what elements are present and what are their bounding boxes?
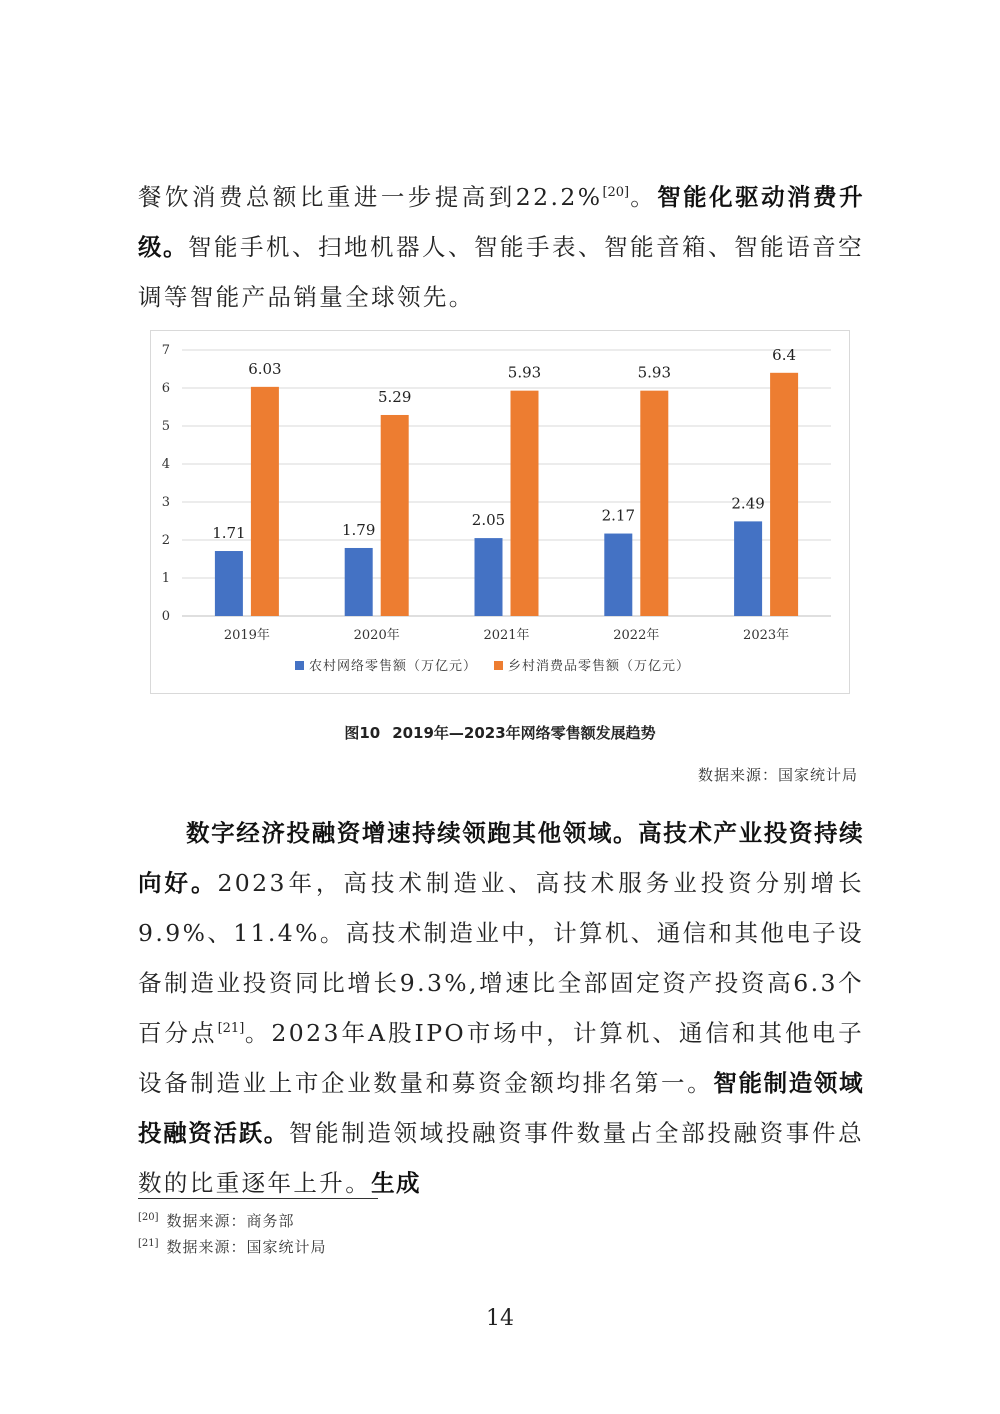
bar-rural-online-retail — [604, 534, 632, 616]
y-tick-label: 6 — [161, 381, 170, 396]
bar-rural-online-retail — [215, 551, 243, 616]
p2-text-3: 智能制造领域投融资事件数量占全部投融资事件总数的比重逐年上升。 — [138, 1119, 864, 1197]
p1-text-2: 。 — [629, 183, 658, 211]
data-label: 1.71 — [212, 524, 246, 543]
y-tick-label: 7 — [161, 343, 170, 358]
x-tick-label: 2020年 — [353, 628, 400, 643]
p2-bold-heading-2: 智能制造领域投融资活跃。 — [138, 1069, 864, 1147]
data-label: 5.93 — [637, 363, 672, 382]
bar-rural-online-retail — [734, 521, 762, 616]
data-label: 5.29 — [377, 387, 412, 406]
bar-rural-consumer-retail — [251, 387, 279, 616]
footnote-divider — [138, 1198, 378, 1199]
bar-rural-consumer-retail — [640, 391, 668, 616]
legend-label: 农村网络零售额（万亿元） — [309, 659, 478, 674]
data-label: 2.05 — [471, 511, 506, 530]
legend-label: 乡村消费品零售额（万亿元） — [508, 659, 691, 674]
data-label: 5.93 — [507, 363, 542, 382]
footnote-21 — [138, 1236, 327, 1257]
y-tick-label: 5 — [161, 419, 170, 434]
p2-text-1: 2023年，高技术制造业、高技术服务业投资分别增长9.9%、11.4%。高技术制造业中，计算机、通信和其他电子设备制造业投资同比增长9.3%,增速比全部固定资产投资高6.3个百分点 — [138, 869, 864, 1047]
p1-text-3: 智能手机、扫地机器人、智能手表、智能音箱、智能语音空调等智能产品销量全球领先。 — [138, 233, 864, 311]
bar-rural-consumer-retail — [770, 373, 798, 616]
legend-swatch — [295, 661, 304, 670]
p2-text-2: 。2023年A股IPO市场中，计算机、通信和其他电子设备制造业上市企业数量和募资金额均排名第一。 — [138, 1019, 864, 1097]
footnote-20-text: 数据来源：商务部 — [166, 1212, 295, 1230]
y-tick-label: 1 — [161, 571, 170, 586]
paragraph-1 — [138, 172, 864, 322]
footnote-20-marker: [20] — [138, 1212, 159, 1223]
y-tick-label: 2 — [161, 533, 170, 548]
footnote-ref-20[interactable]: [20] — [602, 185, 630, 201]
bar-rural-online-retail — [475, 538, 503, 616]
x-tick-label: 2022年 — [613, 628, 660, 643]
x-tick-label: 2019年 — [223, 628, 270, 643]
figure-number: 图10 — [344, 724, 381, 742]
data-label: 6.03 — [248, 359, 282, 378]
paragraph-2 — [138, 808, 864, 1208]
y-tick-label: 4 — [161, 457, 170, 472]
figure-source: 数据来源：国家统计局 — [697, 766, 858, 784]
p1-text-1: 餐饮消费总额比重进一步提高到22.2% — [138, 183, 603, 211]
chart-container — [150, 330, 850, 694]
page-number: 14 — [486, 1306, 514, 1331]
p2-bold-heading-3: 生成 — [371, 1169, 421, 1197]
data-label: 6.4 — [772, 345, 797, 364]
y-tick-label: 0 — [161, 609, 170, 624]
p2-bold-heading-1: 数字经济投融资增速持续领跑其他领域。高技术产业投资持续向好。 — [138, 819, 864, 897]
legend-swatch — [494, 661, 503, 670]
bar-rural-online-retail — [345, 548, 373, 616]
bar-chart — [151, 331, 849, 693]
data-label: 1.79 — [341, 520, 376, 539]
figure-title: 2019年—2023年网络零售额发展趋势 — [392, 724, 656, 742]
bar-rural-consumer-retail — [381, 415, 409, 616]
data-label: 2.17 — [601, 506, 636, 525]
figure-caption — [0, 722, 1000, 743]
p1-bold-heading: 智能化驱动消费升级。 — [138, 183, 864, 261]
footnote-21-text: 数据来源：国家统计局 — [166, 1238, 327, 1256]
data-label: 2.49 — [731, 494, 765, 513]
footnote-20 — [138, 1210, 295, 1231]
bar-rural-consumer-retail — [511, 391, 539, 616]
x-tick-label: 2023年 — [743, 628, 790, 643]
y-tick-label: 3 — [161, 495, 170, 510]
x-tick-label: 2021年 — [483, 628, 530, 643]
footnote-ref-21[interactable]: [21] — [217, 1021, 245, 1037]
footnote-21-marker: [21] — [138, 1238, 159, 1249]
